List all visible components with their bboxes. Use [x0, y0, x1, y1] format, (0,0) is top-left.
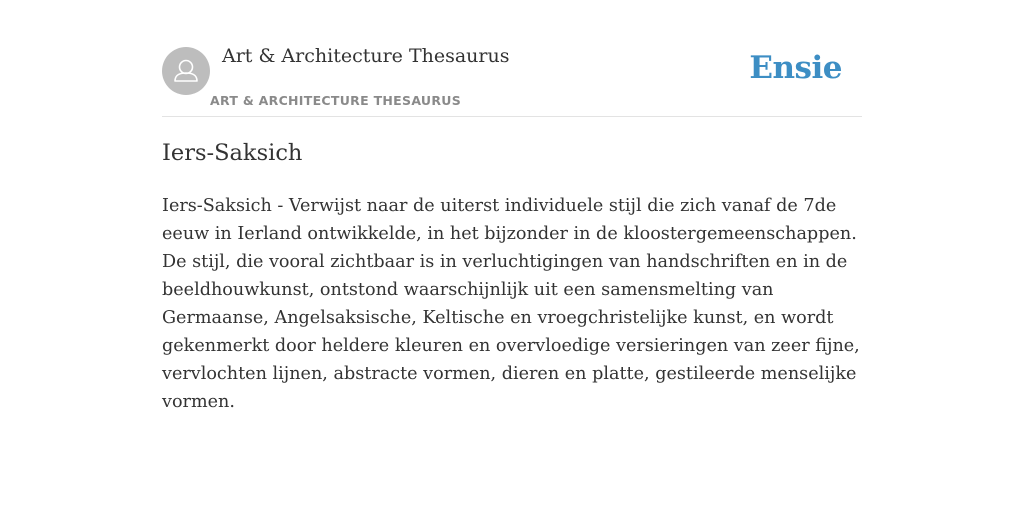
ensie-logo[interactable]: Ensie — [749, 50, 842, 86]
source-label[interactable]: ART & ARCHITECTURE THESAURUS — [210, 93, 462, 108]
article-title: Iers-Saksich — [162, 140, 303, 166]
article-header — [162, 0, 862, 117]
article-body: Iers-Saksich - Verwijst naar de uiterst individuele stijl die zich vanaf de 7de eeuw in Ierland ontwikkelde, in het bijzonder in de kloostergemeenschappen. De stijl, die vooral zichtbaar is in verluchtigingen van handschriften en in de beeldhouwkunst, ontstond waarschijnlijk uit een samensmelting van Germaanse, Angelsaksische, Keltische en vroegchristelijke kunst, en wordt gekenmerkt door heldere kleuren en overvloedige versieringen van zeer fijne, vervlochten lijnen, abstracte vormen, dieren en platte, gestileerde menselijke vormen. — [162, 196, 860, 412]
user-avatar-icon[interactable] — [162, 47, 210, 95]
article-card — [162, 0, 862, 412]
author-name[interactable]: Art & Architecture Thesaurus — [222, 45, 510, 67]
